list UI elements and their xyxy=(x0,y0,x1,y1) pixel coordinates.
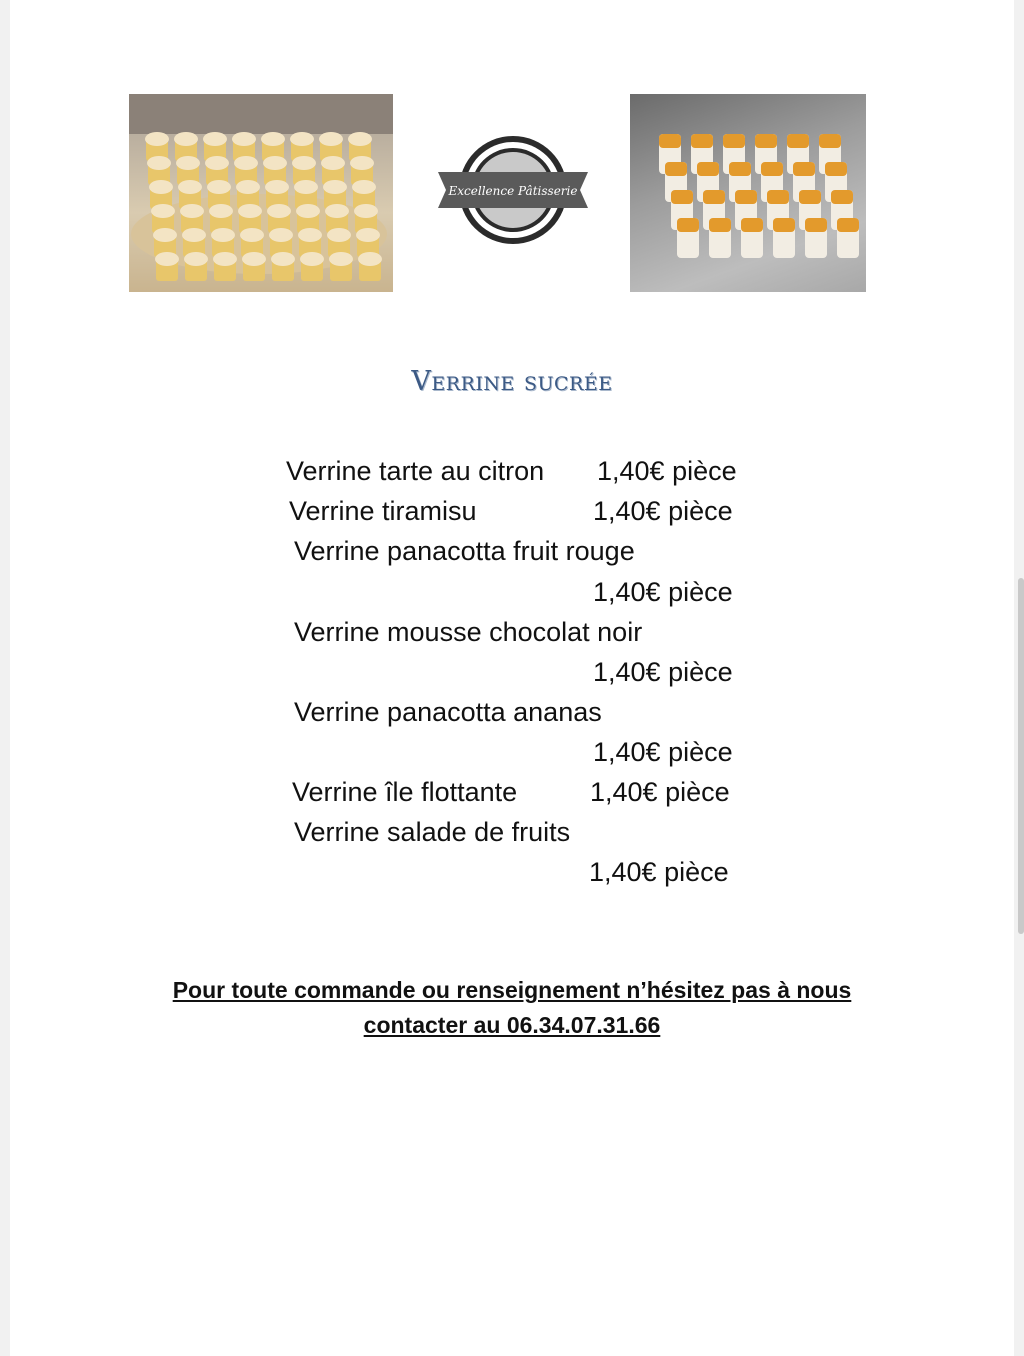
item-name-2: Verrine tiramisu xyxy=(289,496,477,526)
item-name-4: Verrine mousse chocolat noir xyxy=(294,617,643,647)
page-title: Verrine sucrée xyxy=(411,366,613,397)
logo-text: Excellence Pâtisserie xyxy=(448,184,578,198)
item-price-3: 1,40€ pièce xyxy=(593,577,733,607)
item-price-4: 1,40€ pièce xyxy=(593,657,733,687)
item-name-7: Verrine salade de fruits xyxy=(294,817,571,847)
document-page xyxy=(10,0,1014,1356)
contact-phone-line: contacter au 06.34.07.31.66 xyxy=(363,1012,661,1038)
item-name-1: Verrine tarte au citron xyxy=(286,456,545,486)
item-name-5: Verrine panacotta ananas xyxy=(294,697,602,727)
lemon-verrines-photo xyxy=(129,94,393,292)
item-price-1: 1,40€ pièce xyxy=(597,456,737,486)
brand-logo xyxy=(438,132,588,248)
item-price-7: 1,40€ pièce xyxy=(589,857,729,887)
item-price-5: 1,40€ pièce xyxy=(593,737,733,767)
item-name-3: Verrine panacotta fruit rouge xyxy=(294,536,635,566)
item-price-6: 1,40€ pièce xyxy=(590,777,730,807)
panacotta-verrines-photo xyxy=(630,94,866,292)
item-price-2: 1,40€ pièce xyxy=(593,496,733,526)
item-name-6: Verrine île flottante xyxy=(292,777,518,807)
scrollbar-thumb[interactable] xyxy=(1018,578,1024,934)
contact-line-1: Pour toute commande ou renseignement n’hésitez pas à nous xyxy=(172,977,852,1003)
